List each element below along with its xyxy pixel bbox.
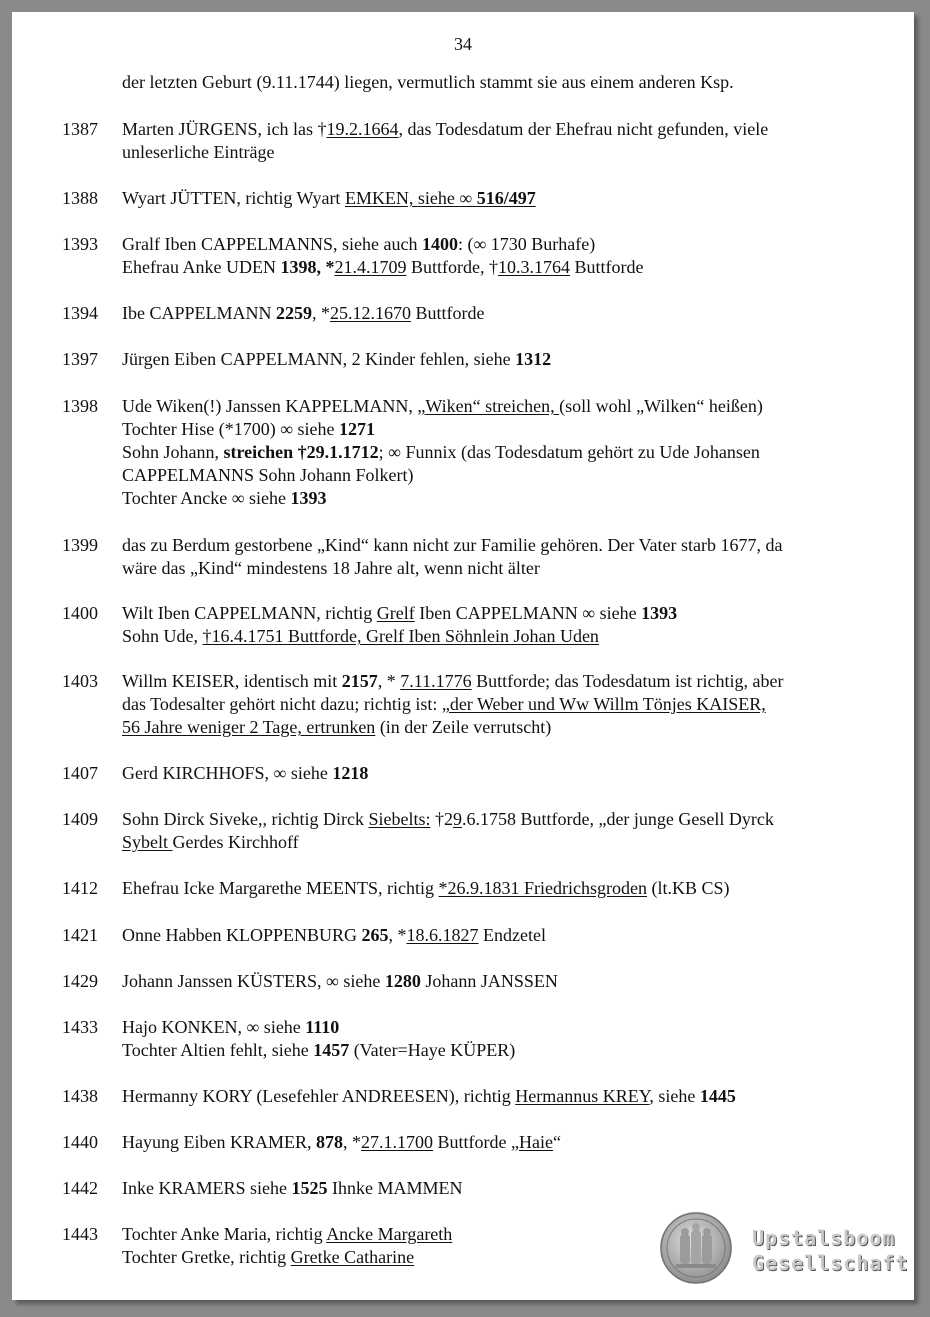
document-page bbox=[12, 12, 914, 1300]
text-segment: (Vater=Haye KÜPER) bbox=[349, 1040, 516, 1060]
entry-line bbox=[122, 1131, 872, 1154]
text-segment: Gerdes Kirchhoff bbox=[172, 832, 299, 852]
text-segment: Inke KRAMERS siehe bbox=[122, 1178, 292, 1198]
entry-text bbox=[122, 534, 872, 580]
logo-text bbox=[752, 1226, 909, 1276]
text-segment: †16.4.1751 Buttforde, Grelf Iben Söhnlein Johan Uden bbox=[202, 626, 599, 646]
logo-line-2: Gesellschaft bbox=[752, 1251, 909, 1275]
entry-line bbox=[122, 1039, 872, 1062]
text-segment: Hayung Eiben KRAMER, bbox=[122, 1132, 316, 1152]
society-logo bbox=[660, 1212, 910, 1292]
text-segment: Wilt Iben CAPPELMANN, richtig bbox=[122, 603, 377, 623]
text-segment: (lt.KB CS) bbox=[647, 878, 730, 898]
entry-line bbox=[122, 877, 872, 900]
text-segment: 1271 bbox=[339, 419, 376, 439]
text-segment: das zu Berdum gestorbene „Kind“ kann nicht zur Familie gehören. Der Vater starb 1677, da bbox=[122, 535, 783, 555]
text-segment: 1393 bbox=[641, 603, 678, 623]
continuation-text: der letzten Geburt (9.11.1744) liegen, vermutlich stammt sie aus einem anderen Ksp. bbox=[122, 72, 734, 92]
text-segment: Haie bbox=[518, 1132, 553, 1152]
text-segment: Endzetel bbox=[478, 925, 546, 945]
text-segment: 10.3.1764 bbox=[497, 257, 570, 277]
entry-line bbox=[122, 118, 872, 141]
entry-number: 1387 bbox=[62, 119, 98, 139]
text-segment: 1457 bbox=[313, 1040, 350, 1060]
text-segment: Sybelt bbox=[122, 832, 173, 852]
text-segment: Ihnke MAMMEN bbox=[327, 1178, 463, 1198]
text-segment: Onne Habben KLOPPENBURG bbox=[122, 925, 362, 945]
text-segment: , siehe bbox=[649, 1086, 700, 1106]
entry-text bbox=[122, 1085, 872, 1108]
entry-line bbox=[122, 487, 872, 510]
entry-line bbox=[122, 716, 872, 739]
entry-number: 1388 bbox=[62, 188, 98, 208]
entry-line bbox=[122, 970, 872, 993]
entry-number: 1403 bbox=[62, 671, 98, 691]
entry-line bbox=[122, 831, 872, 854]
entry-line bbox=[122, 808, 872, 831]
text-segment: Buttforde bbox=[411, 303, 485, 323]
entry-text bbox=[122, 187, 872, 210]
text-segment: 1445 bbox=[699, 1086, 736, 1106]
text-segment: Tochter Hise (*1700) ∞ siehe bbox=[122, 419, 340, 439]
text-segment: das Todesalter gehört nicht dazu; richtig ist: bbox=[122, 694, 442, 714]
text-segment: Sohn Johann, bbox=[122, 442, 224, 462]
text-segment: 516/497 bbox=[476, 188, 536, 208]
text-segment: 25.12.1670 bbox=[330, 303, 412, 323]
text-segment: Siebelts: bbox=[368, 809, 431, 829]
entry-line bbox=[122, 464, 872, 487]
entry-number: 1400 bbox=[62, 603, 98, 623]
entry-line bbox=[122, 762, 872, 785]
entry-number: 1412 bbox=[62, 878, 98, 898]
entry-number: 1394 bbox=[62, 303, 98, 323]
text-segment: EMKEN, siehe ∞ bbox=[344, 188, 477, 208]
text-segment: Gerd KIRCHHOFS, ∞ siehe bbox=[122, 763, 333, 783]
text-segment: : (∞ 1730 Burhafe) bbox=[457, 234, 596, 254]
entry-line bbox=[122, 441, 872, 464]
text-segment: 1110 bbox=[305, 1017, 340, 1037]
text-segment: ; ∞ Funnix (das Todesdatum gehört zu Ude Johansen bbox=[378, 442, 760, 462]
entry-line bbox=[122, 534, 872, 557]
text-segment: Tochter Gretke, richtig bbox=[122, 1247, 291, 1267]
text-segment: Tochter Altien fehlt, siehe bbox=[122, 1040, 314, 1060]
entry-text bbox=[122, 1131, 872, 1154]
entry-number: 1399 bbox=[62, 535, 98, 555]
entry-text bbox=[122, 602, 872, 648]
text-segment: Tochter Anke Maria, richtig bbox=[122, 1224, 327, 1244]
entry-line bbox=[122, 1085, 872, 1108]
logo-line-1: Upstalsboom bbox=[752, 1226, 896, 1250]
text-segment: “ bbox=[552, 1132, 561, 1152]
entry-line bbox=[122, 1016, 872, 1039]
entry-number: 1442 bbox=[62, 1178, 98, 1198]
text-segment: unleserliche Einträge bbox=[122, 142, 275, 162]
text-segment: (in der Zeile verrutscht) bbox=[375, 717, 552, 737]
entry-number: 1397 bbox=[62, 349, 98, 369]
text-segment: 18.6.1827 bbox=[406, 925, 479, 945]
text-segment: 56 Jahre weniger 2 Tage, ertrunken bbox=[122, 717, 376, 737]
text-segment: Johann Janssen KÜSTERS, ∞ siehe bbox=[122, 971, 385, 991]
text-segment: „der Weber und Ww Willm Tönjes KAISER, bbox=[441, 694, 766, 714]
entry-line bbox=[122, 557, 872, 580]
text-segment: Hajo KONKEN, ∞ siehe bbox=[122, 1017, 306, 1037]
text-segment: Sohn Ude, bbox=[122, 626, 203, 646]
text-segment: Wyart JÜTTEN, richtig Wyart bbox=[122, 188, 345, 208]
text-segment: CAPPELMANNS Sohn Johann Folkert) bbox=[122, 465, 414, 485]
text-segment: Ude Wiken(!) Janssen KAPPELMANN, bbox=[122, 396, 418, 416]
text-segment: 1525 bbox=[291, 1178, 328, 1198]
entry-number: 1443 bbox=[62, 1224, 98, 1244]
entry-text bbox=[122, 348, 872, 371]
entry-text bbox=[122, 118, 872, 164]
text-segment: Willm KEISER, identisch mit bbox=[122, 671, 342, 691]
text-segment: Ibe CAPPELMANN bbox=[122, 303, 277, 323]
entry-line bbox=[122, 670, 872, 693]
entry-number: 1398 bbox=[62, 396, 98, 416]
entry-line bbox=[122, 1177, 872, 1200]
text-segment: 1280 bbox=[384, 971, 421, 991]
entry-line bbox=[122, 256, 872, 279]
text-segment: (soll wohl „Wilken“ heißen) bbox=[559, 396, 763, 416]
entry-line bbox=[122, 141, 872, 164]
text-segment: Ehefrau Anke UDEN bbox=[122, 257, 281, 277]
text-segment: Ancke Margareth bbox=[326, 1224, 453, 1244]
entry-text bbox=[122, 670, 872, 739]
entry-line bbox=[122, 302, 872, 325]
entry-number: 1438 bbox=[62, 1086, 98, 1106]
entry-line bbox=[122, 233, 872, 256]
text-segment: 1398, * bbox=[280, 257, 335, 277]
text-segment: 2259 bbox=[276, 303, 313, 323]
entry-text bbox=[122, 395, 872, 510]
entry-number: 1429 bbox=[62, 971, 98, 991]
entry-line bbox=[122, 395, 872, 418]
entry-text bbox=[122, 1016, 872, 1062]
text-segment: Jürgen Eiben CAPPELMANN, 2 Kinder fehlen, siehe bbox=[122, 349, 516, 369]
entry-text bbox=[122, 233, 872, 279]
entry-line bbox=[122, 602, 872, 625]
text-segment: Johann JANSSEN bbox=[420, 971, 558, 991]
text-segment: †2 bbox=[430, 809, 453, 829]
text-segment: Buttforde bbox=[569, 257, 644, 277]
page-number: 34 bbox=[454, 34, 472, 54]
text-segment: „Wiken“ streichen, bbox=[417, 396, 560, 416]
text-segment: *26.9.1831 Friedrichsgroden bbox=[438, 878, 648, 898]
text-segment: Sohn Dirck Siveke,, richtig Dirck bbox=[122, 809, 369, 829]
entry-number: 1433 bbox=[62, 1017, 98, 1037]
text-segment: 1400 bbox=[421, 234, 458, 254]
text-segment: 265 bbox=[361, 925, 389, 945]
entry-line bbox=[122, 625, 872, 648]
text-segment: Hermanny KORY (Lesefehler ANDREESEN), richtig bbox=[122, 1086, 516, 1106]
entry-text bbox=[122, 1177, 872, 1200]
entry-line bbox=[122, 348, 872, 371]
entry-number: 1409 bbox=[62, 809, 98, 829]
entry-line bbox=[122, 187, 872, 210]
entry-text bbox=[122, 762, 872, 785]
entry-number: 1407 bbox=[62, 763, 98, 783]
text-segment: Ehefrau Icke Margarethe MEENTS, richtig bbox=[122, 878, 439, 898]
text-segment: 1218 bbox=[332, 763, 369, 783]
text-segment: , * bbox=[342, 1132, 361, 1152]
entry-text bbox=[122, 970, 872, 993]
text-segment: 19.2.1664 bbox=[326, 119, 399, 139]
entry-text bbox=[122, 808, 872, 854]
entry-number: 1393 bbox=[62, 234, 98, 254]
text-segment: , das Todesdatum der Ehefrau nicht gefunden, viele bbox=[398, 119, 769, 139]
text-segment: 9 bbox=[452, 809, 462, 829]
text-segment: Tochter Ancke ∞ siehe bbox=[122, 488, 291, 508]
text-segment: streichen †29.1.1712 bbox=[223, 442, 379, 462]
text-segment: Grelf bbox=[376, 603, 415, 623]
text-segment: Marten JÜRGENS, ich las † bbox=[122, 119, 327, 139]
entry-line bbox=[122, 418, 872, 441]
text-segment: Buttforde „ bbox=[432, 1132, 519, 1152]
text-segment: Gretke Catharine bbox=[290, 1247, 415, 1267]
text-segment: Gralf Iben CAPPELMANNS, siehe auch bbox=[122, 234, 422, 254]
text-segment: Buttforde, † bbox=[406, 257, 498, 277]
entry-text bbox=[122, 302, 872, 325]
text-segment: 21.4.1709 bbox=[334, 257, 407, 277]
text-segment: wäre das „Kind“ mindestens 18 Jahre alt, wenn nicht älter bbox=[122, 558, 540, 578]
entry-text bbox=[122, 877, 872, 900]
text-segment: Iben CAPPELMANN ∞ siehe bbox=[414, 603, 642, 623]
entry-line bbox=[122, 693, 872, 716]
seal-icon bbox=[660, 1212, 732, 1284]
entry-text bbox=[122, 924, 872, 947]
text-segment: 7.11.1776 bbox=[400, 671, 472, 691]
text-segment: , * bbox=[388, 925, 407, 945]
text-segment: 2157 bbox=[341, 671, 378, 691]
text-segment: .6.1758 Buttforde, „der junge Gesell Dyrck bbox=[461, 809, 774, 829]
entry-number: 1440 bbox=[62, 1132, 98, 1152]
text-segment: Hermannus KREY bbox=[515, 1086, 650, 1106]
entry-line bbox=[122, 924, 872, 947]
text-segment: 878 bbox=[315, 1132, 343, 1152]
text-segment: , * bbox=[377, 671, 401, 691]
text-segment: Buttforde; das Todesdatum ist richtig, aber bbox=[471, 671, 784, 691]
text-segment: 1393 bbox=[290, 488, 327, 508]
entry-number: 1421 bbox=[62, 925, 98, 945]
text-segment: 1312 bbox=[515, 349, 552, 369]
text-segment: , * bbox=[312, 303, 331, 323]
text-segment: 27.1.1700 bbox=[360, 1132, 433, 1152]
